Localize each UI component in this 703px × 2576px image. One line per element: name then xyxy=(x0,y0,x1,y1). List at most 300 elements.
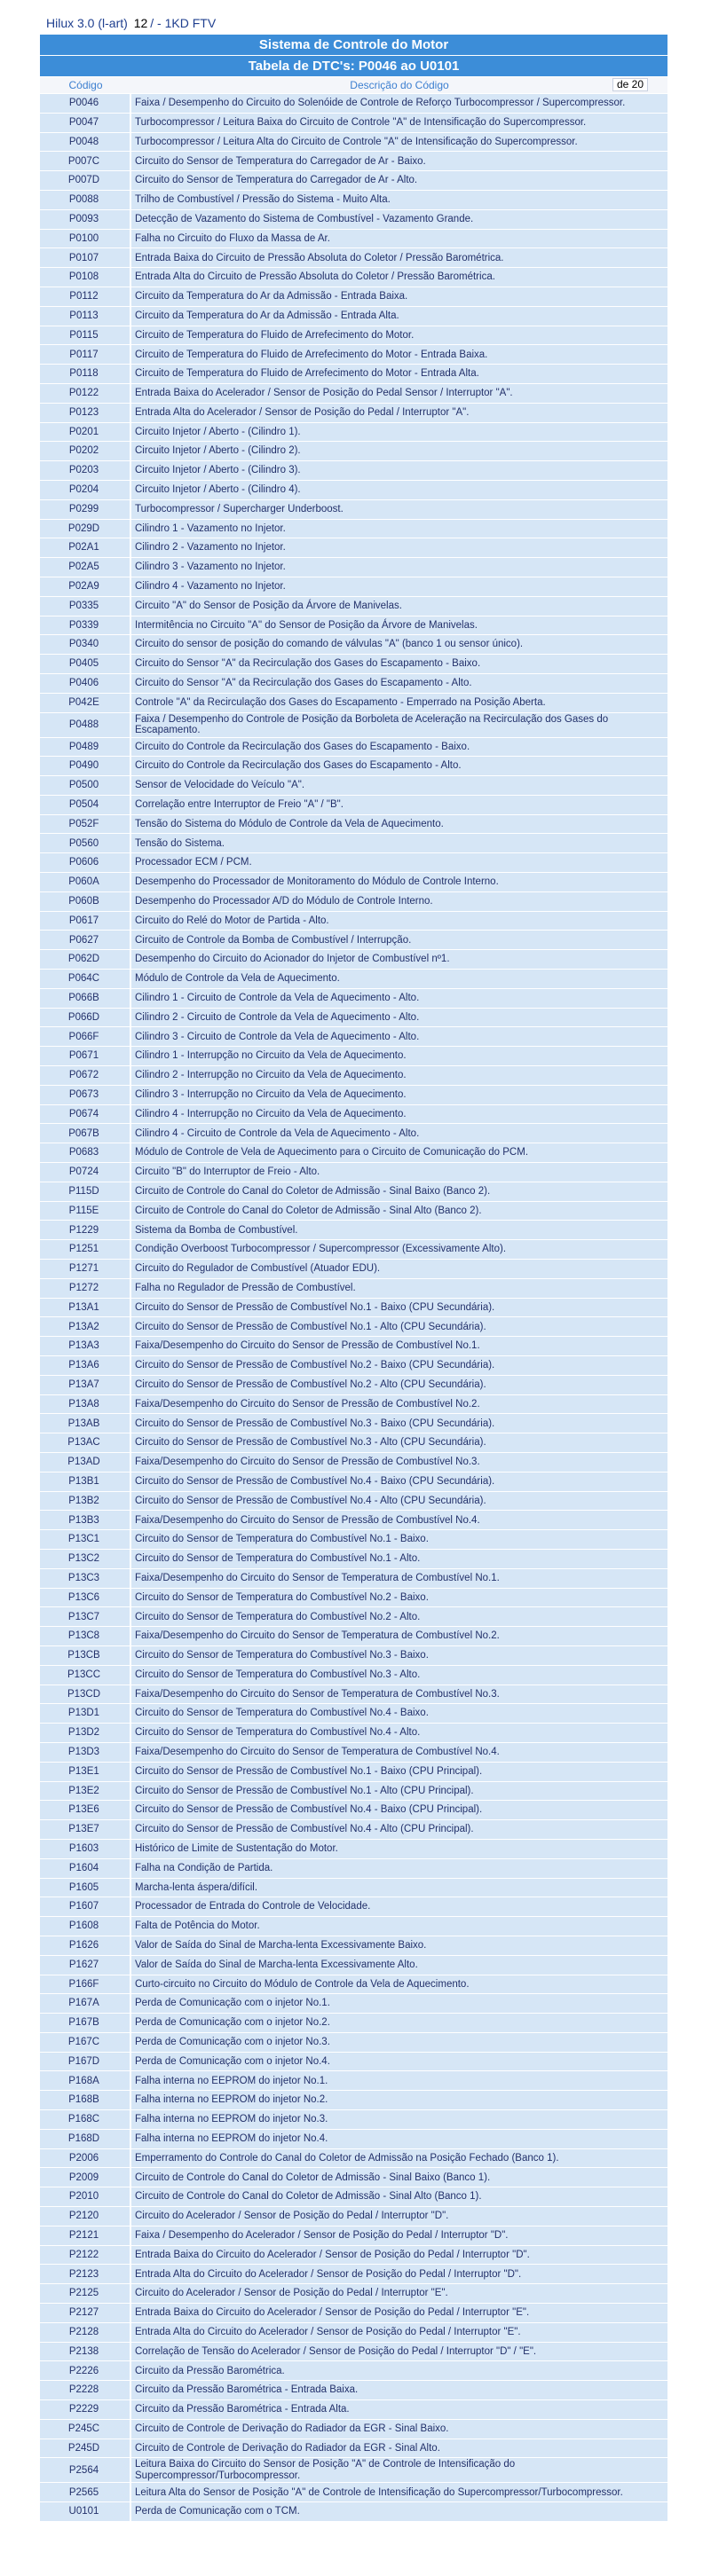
dtc-code: P1605 xyxy=(40,1879,131,1897)
table-row xyxy=(40,1936,667,1955)
dtc-description: Circuito Injetor / Aberto - (Cilindro 1). xyxy=(131,423,667,442)
dtc-description: Circuito de Temperatura do Fluido de Arrefecimento do Motor - Entrada Baixa. xyxy=(131,345,667,364)
dtc-description: Desempenho do Circuito do Acionador do Injetor de Combustível nº1. xyxy=(131,950,667,969)
dtc-code: P02A1 xyxy=(40,538,131,557)
table-row xyxy=(40,268,667,287)
table-row xyxy=(40,2458,667,2482)
table-row xyxy=(40,892,667,911)
table-row xyxy=(40,2323,667,2342)
table-row xyxy=(40,1009,667,1027)
dtc-description: Tensão do Sistema. xyxy=(131,834,667,852)
table-row xyxy=(40,1994,667,2013)
dtc-description: Circuito do Sensor de Temperatura do Combustível No.2 - Alto. xyxy=(131,1607,667,1626)
table-row xyxy=(40,2246,667,2265)
dtc-code: P007C xyxy=(40,152,131,170)
dtc-description: Turbocompressor / Leitura Alta do Circuito de Controle "A" de Intensificação do Supercompressor. xyxy=(131,133,667,152)
dtc-description: Cilindro 3 - Interrupção no Circuito da Vela de Aquecimento. xyxy=(131,1086,667,1104)
dtc-code: P0671 xyxy=(40,1047,131,1065)
dtc-code: P0123 xyxy=(40,404,131,422)
dtc-code: P0683 xyxy=(40,1143,131,1162)
dtc-description: Entrada Alta do Circuito do Acelerador / Sensor de Posição do Pedal / Interruptor "D". xyxy=(131,2265,667,2283)
dtc-code: P115D xyxy=(40,1182,131,1201)
dtc-description: Circuito do Sensor de Temperatura do Combustível No.3 - Alto. xyxy=(131,1666,667,1685)
table-row xyxy=(40,1221,667,1239)
table-row xyxy=(40,2439,667,2458)
dtc-table-wrapper xyxy=(40,34,667,2522)
dtc-code: P066B xyxy=(40,989,131,1008)
dtc-code: P0672 xyxy=(40,1066,131,1085)
dtc-code: P0724 xyxy=(40,1163,131,1182)
dtc-description: Falta de Potência do Motor. xyxy=(131,1917,667,1936)
dtc-code: P13A2 xyxy=(40,1317,131,1336)
table-row xyxy=(40,2483,667,2501)
dtc-code: P13CC xyxy=(40,1666,131,1685)
table-row xyxy=(40,2014,667,2032)
table-row xyxy=(40,384,667,403)
dtc-code: P13C8 xyxy=(40,1627,131,1645)
dtc-code: P0335 xyxy=(40,597,131,616)
dtc-description: Cilindro 3 - Vazamento no Injetor. xyxy=(131,558,667,577)
table-row xyxy=(40,442,667,460)
dtc-code: P166F xyxy=(40,1975,131,1994)
dtc-code: P0340 xyxy=(40,635,131,654)
dtc-description: Correlação entre Interruptor de Freio "A" / "B". xyxy=(131,796,667,814)
dtc-code: P2009 xyxy=(40,2168,131,2187)
dtc-code: P13A6 xyxy=(40,1356,131,1375)
dtc-code: P13E2 xyxy=(40,1782,131,1801)
dtc-description: Faixa/Desempenho do Circuito do Sensor de Temperatura de Combustível No.2. xyxy=(131,1627,667,1645)
dtc-code: P1608 xyxy=(40,1917,131,1936)
dtc-description: Sistema da Bomba de Combustível. xyxy=(131,1221,667,1239)
table-row xyxy=(40,694,667,712)
dtc-description: Circuito da Temperatura do Ar da Admissão - Entrada Baixa. xyxy=(131,287,667,306)
dtc-code: P02A9 xyxy=(40,577,131,596)
dtc-code: P2125 xyxy=(40,2284,131,2303)
table-row xyxy=(40,481,667,499)
dtc-code: P0047 xyxy=(40,114,131,132)
table-row xyxy=(40,1840,667,1858)
dtc-description: Processador de Entrada do Controle de Velocidade. xyxy=(131,1897,667,1916)
dtc-description: Circuito de Controle do Canal do Coletor de Admissão - Sinal Baixo (Banco 2). xyxy=(131,1182,667,1201)
dtc-description: Falha no Circuito do Fluxo da Massa de Ar. xyxy=(131,230,667,248)
dtc-code: P167C xyxy=(40,2033,131,2052)
dtc-description: Processador ECM / PCM. xyxy=(131,853,667,872)
column-header-description-label: Descrição do Código xyxy=(350,79,449,91)
dtc-code: P13D2 xyxy=(40,1724,131,1742)
table-row xyxy=(40,1956,667,1975)
table-row xyxy=(40,2168,667,2187)
dtc-description: Circuito da Pressão Barométrica. xyxy=(131,2361,667,2380)
table-row xyxy=(40,2053,667,2071)
dtc-code: P060A xyxy=(40,873,131,891)
dtc-description: Condição Overboost Turbocompressor / Supercompressor (Excessivamente Alto). xyxy=(131,1240,667,1259)
table-row xyxy=(40,2227,667,2245)
dtc-code: P067B xyxy=(40,1124,131,1143)
dtc-description: Circuito do Sensor de Pressão de Combustível No.3 - Baixo (CPU Secundária). xyxy=(131,1414,667,1433)
dtc-code: P1603 xyxy=(40,1840,131,1858)
dtc-code: P1271 xyxy=(40,1260,131,1278)
dtc-description: Perda de Comunicação com o injetor No.2. xyxy=(131,2014,667,2032)
table-row xyxy=(40,2343,667,2361)
dtc-code: P2226 xyxy=(40,2361,131,2380)
table-row xyxy=(40,1917,667,1936)
dtc-description: Faixa / Desempenho do Controle de Posição da Borboleta de Aceleração na Recirculação dos Gases do Escapamento. xyxy=(131,713,667,737)
table-row xyxy=(40,1569,667,1588)
dtc-code: P0674 xyxy=(40,1105,131,1124)
dtc-code: P0117 xyxy=(40,345,131,364)
dtc-description: Circuito do Sensor de Pressão de Combustível No.1 - Baixo (CPU Secundária). xyxy=(131,1299,667,1317)
table-row xyxy=(40,558,667,577)
table-row xyxy=(40,1047,667,1065)
page-number: 12 xyxy=(133,16,148,30)
dtc-code: P2228 xyxy=(40,2381,131,2399)
dtc-code: U0101 xyxy=(40,2502,131,2521)
dtc-description: Perda de Comunicação com o TCM. xyxy=(131,2502,667,2521)
dtc-description: Circuito Injetor / Aberto - (Cilindro 2). xyxy=(131,442,667,460)
dtc-code: P13CD xyxy=(40,1685,131,1704)
table-row xyxy=(40,1589,667,1607)
table-row xyxy=(40,326,667,345)
page-separator: / - xyxy=(150,16,162,30)
dtc-description: Faixa/Desempenho do Circuito do Sensor de Pressão de Combustível No.1. xyxy=(131,1337,667,1355)
dtc-code: P0203 xyxy=(40,461,131,480)
table-row xyxy=(40,461,667,480)
dtc-description: Falha interna no EEPROM do injetor No.1. xyxy=(131,2071,667,2090)
table-row xyxy=(40,538,667,557)
dtc-code: P2128 xyxy=(40,2323,131,2342)
dtc-code: P0115 xyxy=(40,326,131,345)
dtc-description: Entrada Alta do Circuito do Acelerador / Sensor de Posição do Pedal / Interruptor "E". xyxy=(131,2323,667,2342)
dtc-description: Falha interna no EEPROM do injetor No.3. xyxy=(131,2110,667,2129)
dtc-description: Circuito do Controle da Recirculação dos Gases do Escapamento - Baixo. xyxy=(131,738,667,757)
dtc-description: Valor de Saída do Sinal de Marcha-lenta Excessivamente Baixo. xyxy=(131,1936,667,1955)
dtc-description: Circuito de Temperatura do Fluido de Arrefecimento do Motor. xyxy=(131,326,667,345)
dtc-code: P0500 xyxy=(40,776,131,795)
table-row xyxy=(40,1511,667,1529)
table-row xyxy=(40,2400,667,2419)
dtc-description: Falha interna no EEPROM do injetor No.4. xyxy=(131,2130,667,2148)
dtc-code: P029D xyxy=(40,520,131,538)
table-row xyxy=(40,2071,667,2090)
dtc-code: P167D xyxy=(40,2053,131,2071)
dtc-code: P0048 xyxy=(40,133,131,152)
table-row xyxy=(40,1743,667,1762)
table-row xyxy=(40,2265,667,2283)
dtc-description: Faixa/Desempenho do Circuito do Sensor de Pressão de Combustível No.4. xyxy=(131,1511,667,1529)
dtc-description: Circuito do Sensor de Pressão de Combustível No.4 - Baixo (CPU Principal). xyxy=(131,1801,667,1819)
dtc-code: P1627 xyxy=(40,1956,131,1975)
dtc-description: Falha na Condição de Partida. xyxy=(131,1859,667,1878)
table-row xyxy=(40,1163,667,1182)
table-row xyxy=(40,1066,667,1085)
dtc-code: P2122 xyxy=(40,2246,131,2265)
table-row xyxy=(40,307,667,326)
table-row xyxy=(40,287,667,306)
dtc-code: P13AD xyxy=(40,1453,131,1472)
dtc-description: Circuito do Sensor de Pressão de Combustível No.1 - Baixo (CPU Principal). xyxy=(131,1763,667,1781)
table-row xyxy=(40,210,667,229)
table-row xyxy=(40,617,667,635)
table-row xyxy=(40,1182,667,1201)
table-subtitle: Tabela de DTC's: P0046 ao U0101 xyxy=(40,56,667,76)
table-row xyxy=(40,1453,667,1472)
dtc-description: Circuito do Controle da Recirculação dos Gases do Escapamento - Alto. xyxy=(131,757,667,775)
dtc-code: P0201 xyxy=(40,423,131,442)
dtc-code: P168D xyxy=(40,2130,131,2148)
table-row xyxy=(40,1550,667,1568)
dtc-description: Intermitência no Circuito "A" do Sensor de Posição da Árvore de Manivelas. xyxy=(131,617,667,635)
dtc-description: Faixa / Desempenho do Circuito do Solenóide de Controle de Reforço Turbocompressor / Supercompressor. xyxy=(131,94,667,113)
dtc-description: Cilindro 1 - Interrupção no Circuito da Vela de Aquecimento. xyxy=(131,1047,667,1065)
table-row xyxy=(40,674,667,693)
dtc-description: Cilindro 4 - Interrupção no Circuito da Vela de Aquecimento. xyxy=(131,1105,667,1124)
dtc-code: P13C7 xyxy=(40,1607,131,1626)
dtc-code: P13D1 xyxy=(40,1704,131,1723)
dtc-description: Leitura Alta do Sensor de Posição "A" de Controle de Intensificação do Supercompressor/Turbocompressor. xyxy=(131,2483,667,2501)
dtc-code: P2120 xyxy=(40,2207,131,2226)
dtc-description: Circuito do Sensor de Temperatura do Combustível No.4 - Alto. xyxy=(131,1724,667,1742)
table-row xyxy=(40,2361,667,2380)
dtc-code: P0118 xyxy=(40,365,131,383)
dtc-code: P0100 xyxy=(40,230,131,248)
dtc-description: Módulo de Controle da Vela de Aquecimento. xyxy=(131,970,667,988)
table-row xyxy=(40,345,667,364)
dtc-description: Circuito "B" do Interruptor de Freio - Alto. xyxy=(131,1163,667,1182)
table-row xyxy=(40,1975,667,1994)
dtc-description: Faixa/Desempenho do Circuito do Sensor de Pressão de Combustível No.3. xyxy=(131,1453,667,1472)
table-row xyxy=(40,2284,667,2303)
column-header-code: Código xyxy=(40,77,131,93)
dtc-code: P13A7 xyxy=(40,1376,131,1394)
dtc-description: Correlação de Tensão do Acelerador / Sensor de Posição do Pedal / Interruptor "D" / "E". xyxy=(131,2343,667,2361)
dtc-description: Circuito do Sensor de Pressão de Combustível No.4 - Alto (CPU Principal). xyxy=(131,1820,667,1839)
dtc-description: Leitura Baixa do Circuito do Sensor de Posição "A" de Controle de Intensificação do Supercompressor/Turbocompressor. xyxy=(131,2458,667,2482)
table-row xyxy=(40,2381,667,2399)
table-row xyxy=(40,1859,667,1878)
table-row xyxy=(40,1124,667,1143)
table-row xyxy=(40,873,667,891)
dtc-description: Desempenho do Processador A/D do Módulo de Controle Interno. xyxy=(131,892,667,911)
dtc-code: P1272 xyxy=(40,1279,131,1298)
dtc-description: Controle "A" da Recirculação dos Gases do Escapamento - Emperrado na Posição Aberta. xyxy=(131,694,667,712)
dtc-code: P060B xyxy=(40,892,131,911)
dtc-description: Valor de Saída do Sinal de Marcha-lenta Excessivamente Alto. xyxy=(131,1956,667,1975)
dtc-code: P0107 xyxy=(40,248,131,267)
table-row xyxy=(40,2502,667,2521)
table-row xyxy=(40,1724,667,1742)
dtc-code: P0202 xyxy=(40,442,131,460)
table-row xyxy=(40,1685,667,1704)
dtc-description: Cilindro 4 - Vazamento no Injetor. xyxy=(131,577,667,596)
vehicle-label: Hilux 3.0 (l-art) xyxy=(46,16,128,30)
table-row xyxy=(40,1414,667,1433)
table-row xyxy=(40,989,667,1008)
dtc-description: Tensão do Sistema do Módulo de Controle da Vela de Aquecimento. xyxy=(131,815,667,834)
table-row xyxy=(40,94,667,113)
table-row xyxy=(40,1704,667,1723)
dtc-code: P13E1 xyxy=(40,1763,131,1781)
dtc-code: P0617 xyxy=(40,912,131,931)
dtc-description: Entrada Alta do Circuito de Pressão Absoluta do Coletor / Pressão Barométrica. xyxy=(131,268,667,287)
dtc-code: P2123 xyxy=(40,2265,131,2283)
dtc-code: P0673 xyxy=(40,1086,131,1104)
table-row xyxy=(40,1646,667,1665)
dtc-code: P13E6 xyxy=(40,1801,131,1819)
dtc-description: Histórico de Limite de Sustentação do Motor. xyxy=(131,1840,667,1858)
dtc-description: Entrada Baixa do Circuito de Pressão Absoluta do Coletor / Pressão Barométrica. xyxy=(131,248,667,267)
table-row xyxy=(40,365,667,383)
dtc-description: Circuito de Controle da Bomba de Combustível / Interrupção. xyxy=(131,931,667,949)
dtc-description: Circuito do Sensor de Temperatura do Carregador de Ar - Baixo. xyxy=(131,152,667,170)
table-row xyxy=(40,230,667,248)
dtc-description: Falha interna no EEPROM do injetor No.2. xyxy=(131,2091,667,2109)
table-row xyxy=(40,796,667,814)
dtc-description: Perda de Comunicação com o injetor No.4. xyxy=(131,2053,667,2071)
dtc-description: Circuito do Relé do Motor de Partida - Alto. xyxy=(131,912,667,931)
dtc-code: P0112 xyxy=(40,287,131,306)
dtc-description: Circuito Injetor / Aberto - (Cilindro 4). xyxy=(131,481,667,499)
engine-label: 1KD FTV xyxy=(164,16,217,30)
dtc-description: Faixa/Desempenho do Circuito do Sensor de Temperatura de Combustível No.4. xyxy=(131,1743,667,1762)
table-row xyxy=(40,950,667,969)
dtc-description: Circuito do Acelerador / Sensor de Posição do Pedal / Interruptor "D". xyxy=(131,2207,667,2226)
table-row xyxy=(40,912,667,931)
dtc-code: P245D xyxy=(40,2439,131,2458)
dtc-code: P2010 xyxy=(40,2187,131,2206)
dtc-description: Circuito de Temperatura do Fluido de Arrefecimento do Motor - Entrada Alta. xyxy=(131,365,667,383)
dtc-code: P1626 xyxy=(40,1936,131,1955)
dtc-description: Circuito de Controle do Canal do Coletor de Admissão - Sinal Baixo (Banco 1). xyxy=(131,2168,667,2187)
table-row xyxy=(40,2110,667,2129)
table-row xyxy=(40,1337,667,1355)
table-row xyxy=(40,1027,667,1046)
dtc-description: Circuito de Controle de Derivação do Radiador da EGR - Sinal Baixo. xyxy=(131,2420,667,2439)
dtc-code: P13A8 xyxy=(40,1395,131,1414)
dtc-description: Entrada Baixa do Circuito do Acelerador / Sensor de Posição do Pedal / Interruptor "D". xyxy=(131,2246,667,2265)
dtc-description: Turbocompressor / Supercharger Underboost. xyxy=(131,500,667,519)
dtc-description: Circuito de Controle de Derivação do Radiador da EGR - Sinal Alto. xyxy=(131,2439,667,2458)
dtc-code: P0299 xyxy=(40,500,131,519)
table-row xyxy=(40,1260,667,1278)
document-header xyxy=(46,16,216,30)
dtc-code: P13C6 xyxy=(40,1589,131,1607)
dtc-code: P0489 xyxy=(40,738,131,757)
dtc-description: Circuito do Sensor de Pressão de Combustível No.2 - Baixo (CPU Secundária). xyxy=(131,1356,667,1375)
dtc-description: Circuito do Sensor de Pressão de Combustível No.3 - Alto (CPU Secundária). xyxy=(131,1433,667,1452)
dtc-code: P0339 xyxy=(40,617,131,635)
table-row xyxy=(40,2420,667,2439)
dtc-code: P2121 xyxy=(40,2227,131,2245)
dtc-description: Circuito "A" do Sensor de Posição da Árvore de Manivelas. xyxy=(131,597,667,616)
table-row xyxy=(40,1356,667,1375)
dtc-description: Emperramento do Controle do Canal do Coletor de Admissão na Posição Fechado (Banco 1). xyxy=(131,2149,667,2168)
dtc-code: P13AC xyxy=(40,1433,131,1452)
dtc-code: P007D xyxy=(40,171,131,190)
dtc-code: P0405 xyxy=(40,655,131,673)
dtc-code: P2127 xyxy=(40,2304,131,2322)
table-row xyxy=(40,1627,667,1645)
dtc-description: Entrada Baixa do Acelerador / Sensor de Posição do Pedal Sensor / Interruptor "A". xyxy=(131,384,667,403)
table-row xyxy=(40,500,667,519)
dtc-description: Perda de Comunicação com o injetor No.1. xyxy=(131,1994,667,2013)
table-row xyxy=(40,1492,667,1511)
dtc-code: P2229 xyxy=(40,2400,131,2419)
dtc-code: P167B xyxy=(40,2014,131,2032)
dtc-description: Sensor de Velocidade do Veículo "A". xyxy=(131,776,667,795)
table-row xyxy=(40,191,667,209)
dtc-description: Circuito Injetor / Aberto - (Cilindro 3). xyxy=(131,461,667,480)
dtc-code: P0606 xyxy=(40,853,131,872)
table-row xyxy=(40,171,667,190)
dtc-code: P02A5 xyxy=(40,558,131,577)
dtc-description: Circuito da Pressão Barométrica - Entrada Alta. xyxy=(131,2400,667,2419)
dtc-code: P13B2 xyxy=(40,1492,131,1511)
dtc-code: P167A xyxy=(40,1994,131,2013)
dtc-description: Cilindro 1 - Circuito de Controle da Vela de Aquecimento - Alto. xyxy=(131,989,667,1008)
page-count: de 20 xyxy=(612,78,648,91)
table-row xyxy=(40,423,667,442)
dtc-code: P168C xyxy=(40,2110,131,2129)
dtc-code: P2565 xyxy=(40,2483,131,2501)
dtc-description: Cilindro 1 - Vazamento no Injetor. xyxy=(131,520,667,538)
dtc-code: P13B1 xyxy=(40,1473,131,1491)
dtc-description: Circuito da Pressão Barométrica - Entrada Baixa. xyxy=(131,2381,667,2399)
table-row xyxy=(40,1473,667,1491)
dtc-code: P13C3 xyxy=(40,1569,131,1588)
dtc-description: Falha no Regulador de Pressão de Combustível. xyxy=(131,1279,667,1298)
dtc-code: P0488 xyxy=(40,713,131,737)
dtc-code: P13D3 xyxy=(40,1743,131,1762)
table-row xyxy=(40,1105,667,1124)
dtc-description: Marcha-lenta áspera/difícil. xyxy=(131,1879,667,1897)
table-row xyxy=(40,1086,667,1104)
dtc-code: P1251 xyxy=(40,1240,131,1259)
dtc-code: P13C1 xyxy=(40,1530,131,1549)
dtc-code: P066F xyxy=(40,1027,131,1046)
dtc-description: Turbocompressor / Leitura Baixa do Circuito de Controle "A" de Intensificação do Supercompressor. xyxy=(131,114,667,132)
dtc-description: Entrada Baixa do Circuito do Acelerador / Sensor de Posição do Pedal / Interruptor "E". xyxy=(131,2304,667,2322)
table-row xyxy=(40,597,667,616)
dtc-code: P0504 xyxy=(40,796,131,814)
table-row xyxy=(40,815,667,834)
dtc-code: P168A xyxy=(40,2071,131,2090)
dtc-description: Faixa/Desempenho do Circuito do Sensor de Pressão de Combustível No.2. xyxy=(131,1395,667,1414)
dtc-code: P13A3 xyxy=(40,1337,131,1355)
dtc-code: P0093 xyxy=(40,210,131,229)
dtc-description: Circuito de Controle do Canal do Coletor de Admissão - Sinal Alto (Banco 1). xyxy=(131,2187,667,2206)
dtc-code: P0627 xyxy=(40,931,131,949)
dtc-description: Circuito do Sensor "A" da Recirculação dos Gases do Escapamento - Alto. xyxy=(131,674,667,693)
dtc-code: P0108 xyxy=(40,268,131,287)
dtc-code: P064C xyxy=(40,970,131,988)
table-row xyxy=(40,2187,667,2206)
dtc-code: P13C2 xyxy=(40,1550,131,1568)
table-row xyxy=(40,133,667,152)
table-row xyxy=(40,776,667,795)
dtc-code: P0204 xyxy=(40,481,131,499)
table-row xyxy=(40,2130,667,2148)
dtc-description: Circuito do Sensor de Pressão de Combustível No.4 - Baixo (CPU Secundária). xyxy=(131,1473,667,1491)
dtc-code: P168B xyxy=(40,2091,131,2109)
dtc-description: Detecção de Vazamento do Sistema de Combustível - Vazamento Grande. xyxy=(131,210,667,229)
dtc-description: Faixa/Desempenho do Circuito do Sensor de Temperatura de Combustível No.1. xyxy=(131,1569,667,1588)
dtc-code: P0088 xyxy=(40,191,131,209)
dtc-description: Curto-circuito no Circuito do Módulo de Controle da Vela de Aquecimento. xyxy=(131,1975,667,1994)
dtc-description: Circuito do Sensor "A" da Recirculação dos Gases do Escapamento - Baixo. xyxy=(131,655,667,673)
table-row xyxy=(40,1879,667,1897)
table-row xyxy=(40,1240,667,1259)
table-row xyxy=(40,2091,667,2109)
